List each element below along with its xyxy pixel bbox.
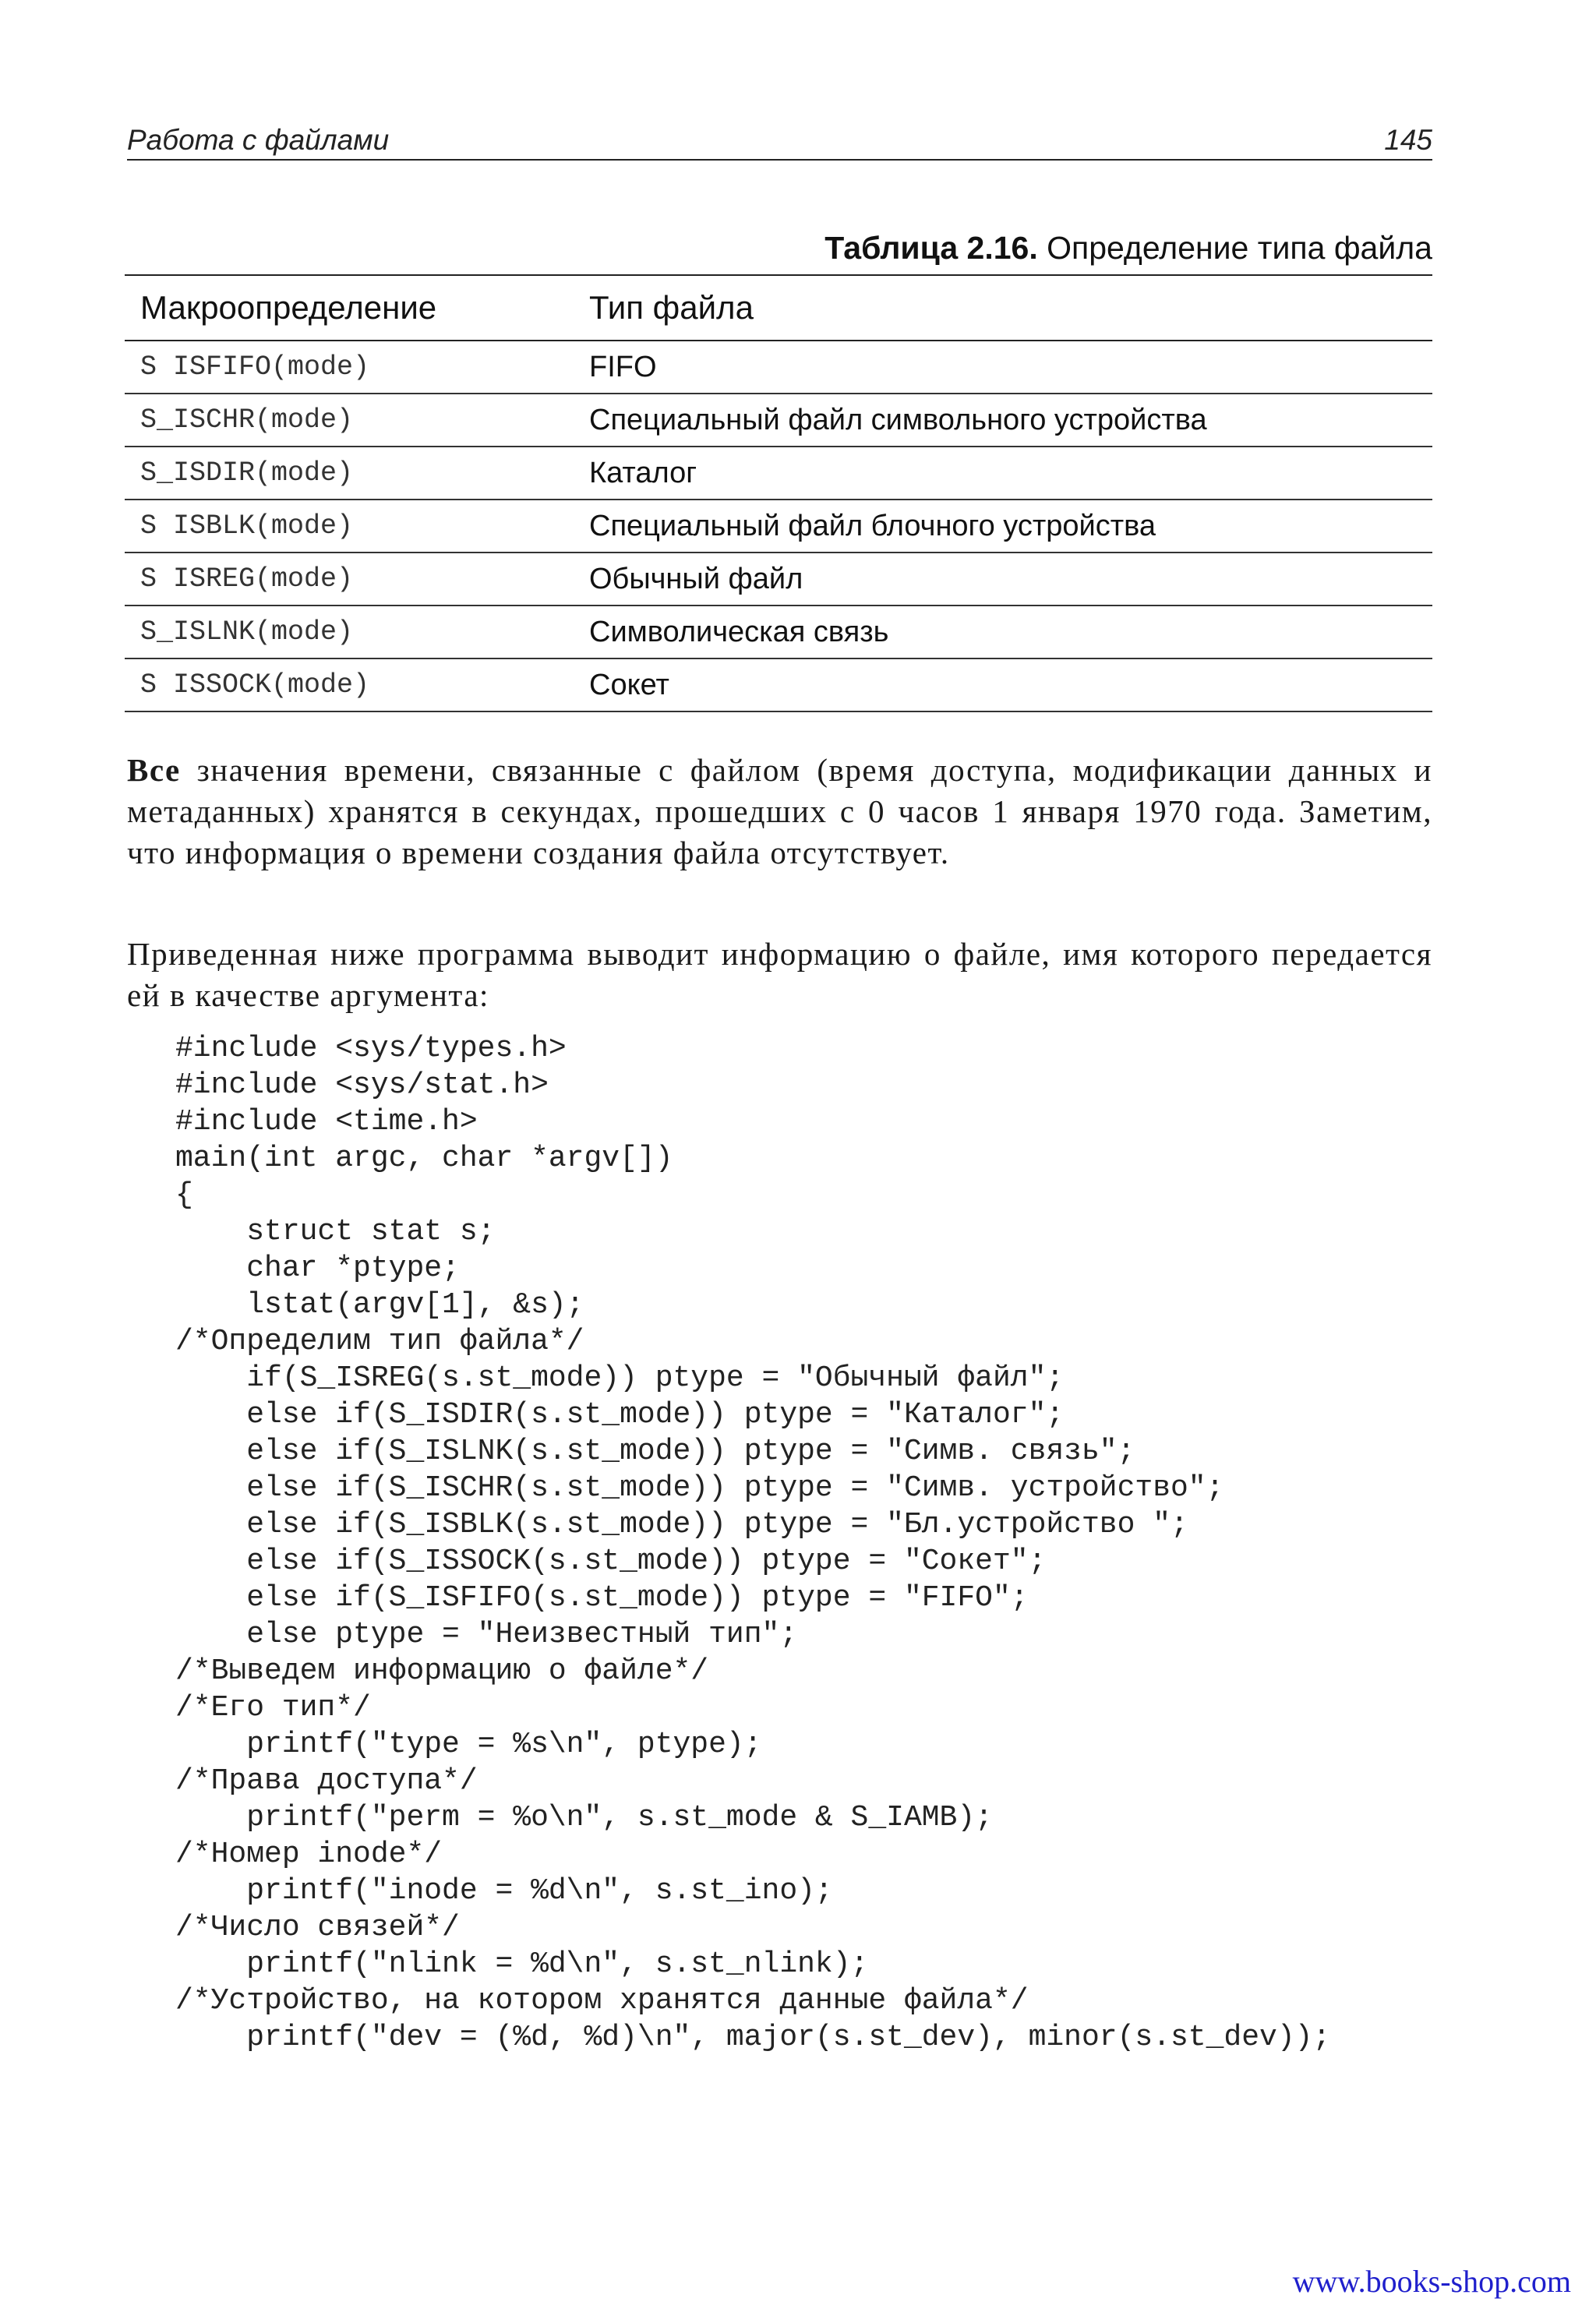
file-type-cell: Сокет bbox=[577, 658, 1432, 711]
table-row bbox=[125, 658, 1432, 711]
code-comment: /*Определим тип файла*/ bbox=[175, 1325, 584, 1358]
table-row bbox=[125, 447, 1432, 500]
file-type-cell: FIFO bbox=[577, 341, 1432, 394]
code-line: { bbox=[175, 1178, 193, 1212]
code-line: printf("inode = %d\n", s.st_ino); bbox=[175, 1874, 833, 1908]
file-type-cell: Специальный файл символьного устройства bbox=[577, 394, 1432, 447]
code-line: else if(S_ISLNK(s.st_mode)) ptype = "Симв. связь"; bbox=[175, 1435, 1135, 1468]
code-line: if(S_ISREG(s.st_mode)) ptype = "Обычный файл"; bbox=[175, 1361, 1065, 1395]
table-row bbox=[125, 394, 1432, 447]
code-line: printf("nlink = %d\n", s.st_nlink); bbox=[175, 1947, 869, 1981]
table-caption bbox=[824, 226, 1432, 270]
chapter-title: Работа с файлами bbox=[127, 124, 390, 156]
code-line: else if(S_ISFIFO(s.st_mode)) ptype = "FIFO"; bbox=[175, 1581, 1029, 1615]
code-line: lstat(argv[1], &s); bbox=[175, 1288, 584, 1322]
table-row bbox=[125, 341, 1432, 394]
file-type-cell: Символическая связь bbox=[577, 606, 1432, 658]
code-comment: /*Выведем информацию о файле*/ bbox=[175, 1654, 709, 1688]
code-comment: /*Номер inode*/ bbox=[175, 1838, 443, 1871]
paragraph-lead-word: Все bbox=[127, 752, 181, 788]
table-header-row bbox=[125, 275, 1432, 341]
macro-cell: S_ISDIR(mode) bbox=[125, 447, 577, 500]
code-line: else ptype = "Неизвестный тип"; bbox=[175, 1618, 798, 1651]
code-line: struct stat s; bbox=[175, 1215, 496, 1248]
macro-cell: S_ISCHR(mode) bbox=[125, 394, 577, 447]
table-caption-title: Определение типа файла bbox=[1047, 230, 1432, 266]
code-line: char *ptype; bbox=[175, 1252, 460, 1285]
macro-cell: S ISFIFO(mode) bbox=[125, 341, 577, 394]
file-type-cell: Каталог bbox=[577, 447, 1432, 500]
code-comment: /*Устройство, на котором хранятся данные файла*/ bbox=[175, 1984, 1029, 2018]
file-type-table bbox=[125, 274, 1432, 712]
column-header-macro: Макроопределение bbox=[125, 275, 577, 341]
code-line: else if(S_ISSOCK(s.st_mode)) ptype = "Сокет"; bbox=[175, 1545, 1047, 1578]
column-header-file-type: Тип файла bbox=[577, 275, 1432, 341]
table-caption-label: Таблица 2.16. bbox=[824, 230, 1038, 266]
macro-cell: S_ISLNK(mode) bbox=[125, 606, 577, 658]
code-listing bbox=[175, 1030, 1453, 2056]
table-row bbox=[125, 500, 1432, 553]
code-line: #include <sys/stat.h> bbox=[175, 1068, 549, 1102]
macro-cell: S ISREG(mode) bbox=[125, 553, 577, 606]
code-line: printf("perm = %o\n", s.st_mode & S_IAMB); bbox=[175, 1801, 993, 1834]
file-type-cell: Специальный файл блочного устройства bbox=[577, 500, 1432, 553]
code-line: #include <sys/types.h> bbox=[175, 1032, 567, 1065]
code-comment: /*Число связей*/ bbox=[175, 1911, 460, 1944]
code-line: else if(S_ISCHR(s.st_mode)) ptype = "Симв. устройство"; bbox=[175, 1471, 1224, 1505]
table-row bbox=[125, 606, 1432, 658]
page-number: 145 bbox=[1384, 124, 1432, 156]
table-row bbox=[125, 553, 1432, 606]
books-shop-link[interactable]: www.books-shop.com bbox=[1292, 2264, 1571, 2299]
code-comment: /*Его тип*/ bbox=[175, 1691, 371, 1725]
paragraph-program-intro: Приведенная ниже программа выводит информацию о файле, имя которого передается ей в качестве аргумента: bbox=[127, 936, 1432, 1013]
code-line: #include <time.h> bbox=[175, 1105, 478, 1139]
code-comment: /*Права доступа*/ bbox=[175, 1764, 478, 1798]
code-line: else if(S_ISBLK(s.st_mode)) ptype = "Бл.устройство "; bbox=[175, 1508, 1188, 1541]
file-type-cell: Обычный файл bbox=[577, 553, 1432, 606]
macro-cell: S ISSOCK(mode) bbox=[125, 658, 577, 711]
macro-cell: S ISBLK(mode) bbox=[125, 500, 577, 553]
code-line: else if(S_ISDIR(s.st_mode)) ptype = "Каталог"; bbox=[175, 1398, 1065, 1432]
code-line: main(int argc, char *argv[]) bbox=[175, 1142, 673, 1175]
code-line: printf("type = %s\n", ptype); bbox=[175, 1728, 762, 1761]
running-header bbox=[127, 122, 1432, 161]
code-line: printf("dev = (%d, %d)\n", major(s.st_dev), minor(s.st_dev)); bbox=[175, 2021, 1331, 2054]
paragraph-text: значения времени, связанные с файлом (время доступа, модификации данных и метаданных) хранятся в секундах, прошедших с 0 часов 1 января 1970 года. Заметим, что информация о времени создания файла отсутствует. bbox=[127, 752, 1432, 870]
paragraph-time-values bbox=[127, 750, 1432, 874]
